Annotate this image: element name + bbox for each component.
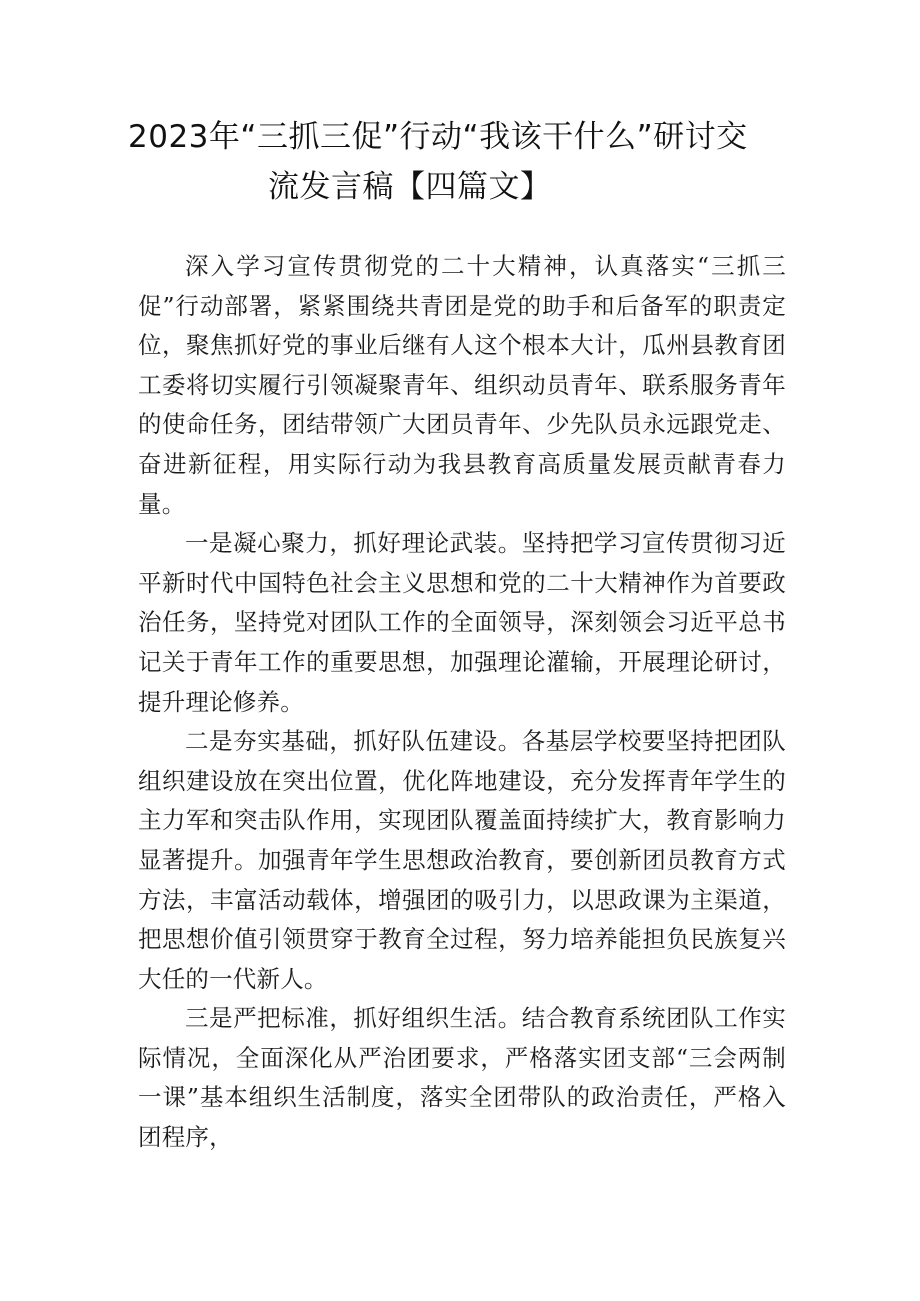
paragraph-organization-life: 三是严把标准，抓好组织生活。结合教育系统团队工作实际情况，全面深化从严治团要求，严格落实团支部“三会两制一课”基本组织生活制度，落实全团带队的政治责任，严格入团程序， — [138, 1004, 786, 1152]
title-line-1: 2023年“三抓三促”行动“我该干什么”研讨交 — [128, 119, 748, 155]
paragraph-theory: 一是凝心聚力，抓好理论武装。坚持把学习宣传贯彻习近平新时代中国特色社会主义思想和党的二十大精神作为首要政治任务，坚持党对团队工作的全面领导，深刻领会习近平总书记关于青年工作的重要思想，加强理论灌输，开展理论研讨，提升理论修养。 — [138, 529, 786, 716]
title-line-2: 流发言稿【四篇文】 — [268, 169, 552, 205]
document-body — [138, 247, 786, 1158]
document-title — [128, 112, 792, 212]
paragraph-team-building: 二是夯实基础，抓好队伍建设。各基层学校要坚持把团队组织建设放在突出位置，优化阵地建设，充分发挥青年学生的主力军和突击队作用，实现团队覆盖面持续扩大，教育影响力显著提升。加强青年学生思想政治教育，要创新团员教育方式方法，丰富活动载体，增强团的吸引力，以思政课为主渠道，把思想价值引领贯穿于教育全过程，努力培养能担负民族复兴大任的一代新人。 — [138, 727, 786, 993]
paragraph-intro: 深入学习宣传贯彻党的二十大精神，认真落实“三抓三促”行动部署，紧紧围绕共青团是党的助手和后备军的职责定位，聚焦抓好党的事业后继有人这个根本大计，瓜州县教育团工委将切实履行引领凝聚青年、组织动员青年、联系服务青年的使命任务，团结带领广大团员青年、少先队员永远跟党走、奋进新征程，用实际行动为我县教育高质量发展贡献青春力量。 — [138, 252, 786, 518]
